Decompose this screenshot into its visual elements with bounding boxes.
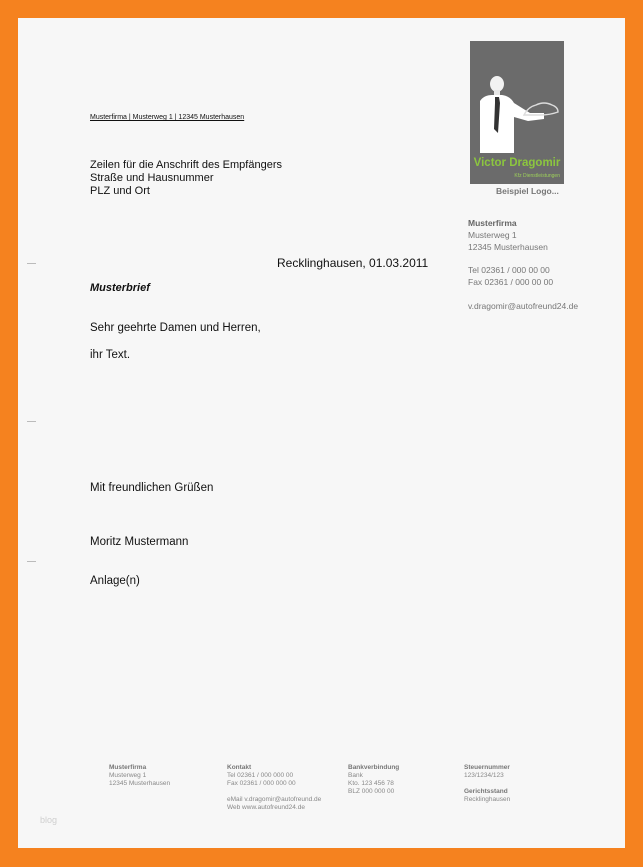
logo-subtitle: Kfz Dienstleistungen: [514, 173, 560, 179]
footer-bank: Bankverbindung Bank Kto. 123 456 78 BLZ 000 000 00: [348, 764, 400, 795]
footer-company: Musterfirma Musterweg 1 12345 Musterhausen: [109, 764, 171, 787]
letter-date: Recklinghausen, 01.03.2011: [277, 256, 429, 270]
logo-caption: Beispiel Logo...: [496, 186, 559, 196]
letter-body: ihr Text.: [90, 349, 131, 361]
fold-mark: [27, 561, 36, 562]
info-company: Musterfirma: [468, 218, 517, 228]
letter-subject: Musterbrief: [90, 282, 150, 294]
salutation: Sehr geehrte Damen und Herren,: [90, 322, 261, 334]
info-street: Musterweg 1: [468, 230, 517, 240]
recipient-line-1: Zeilen für die Anschrift des Empfängers: [90, 159, 282, 171]
punch-mark: [27, 421, 36, 422]
attachment-note: Anlage(n): [90, 575, 140, 587]
fold-mark: [27, 263, 36, 264]
company-logo: [470, 41, 564, 184]
sender-return-line: Musterfirma | Musterweg 1 | 12345 Musterhausen: [90, 114, 245, 121]
footer-contact: Kontakt Tel 02361 / 000 000 00 Fax 02361 / 000 000 00 eMail v.dragomir@autofreund.de Web www.autofreund24.de: [227, 764, 322, 811]
signature: Moritz Mustermann: [90, 536, 189, 548]
info-city: 12345 Musterhausen: [468, 242, 548, 252]
info-email: v.dragomir@autofreund24.de: [468, 301, 579, 311]
logo-name: Victor Dragomir: [473, 157, 561, 169]
info-tel: Tel 02361 / 000 00 00: [468, 265, 550, 275]
info-fax: Fax 02361 / 000 00 00: [468, 277, 554, 287]
footer-tax: Steuernummer 123/1234/123 Gerichtsstand Recklinghausen: [464, 764, 511, 803]
recipient-line-2: Straße und Hausnummer: [90, 172, 214, 184]
recipient-line-3: PLZ und Ort: [90, 185, 150, 197]
watermark: blog: [40, 815, 58, 825]
closing: Mit freundlichen Grüßen: [90, 482, 214, 494]
letter-page: [18, 18, 625, 848]
